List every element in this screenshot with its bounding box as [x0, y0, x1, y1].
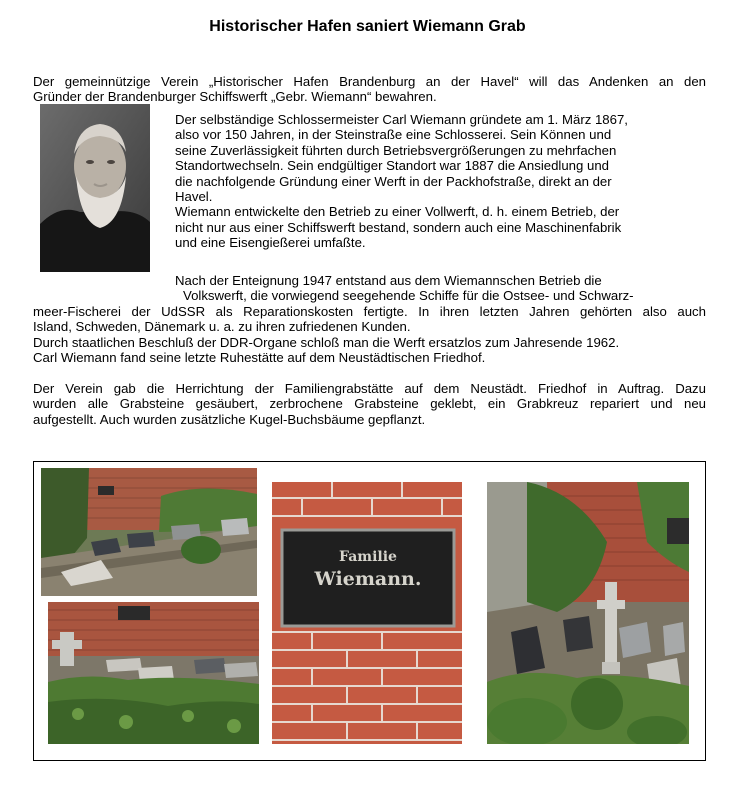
- grave-photo-cross: [487, 482, 689, 744]
- portrait-photo: [40, 104, 150, 272]
- history-line: Durch staatlichen Beschluß der DDR-Organe schloß man die Werft ersatzlos zum Jahresende 1962.: [33, 334, 620, 350]
- history-line: Nach der Enteignung 1947 entstand aus dem Wiemannschen Betrieb die: [175, 273, 602, 288]
- biography-paragraph: [175, 112, 695, 251]
- restoration-paragraph: [33, 381, 706, 427]
- photo-collage: [33, 461, 706, 761]
- biography-line: Standortwechseln. Sein endgültiger Standort war 1887 die Ansiedlung und: [175, 158, 610, 174]
- restoration-line: Der Verein gab die Herrichtung der Familiengrabstätte auf dem Neustädt. Friedhof in Auftrag. Dazu: [33, 381, 706, 396]
- plaque-text: Familie: [339, 549, 397, 565]
- history-line: Carl Wiemann fand seine letzte Ruhestätte auf dem Neustädtischen Friedhof.: [33, 350, 486, 366]
- history-line: meer-Fischerei der UdSSR als Reparationskosten fertigte. In ihren letzten Jahren gehörten also auch: [33, 303, 706, 319]
- biography-line: die nachfolgende Gründung einer Werft in der Packhofstraße, direkt an der: [175, 173, 612, 189]
- biography-line: und eine Eisengießerei umfaßte.: [175, 235, 366, 251]
- biography-line: also vor 150 Jahren, in der Steinstraße eine Schlosserei. Sein Können und: [175, 127, 612, 143]
- biography-line: Wiemann entwickelte den Betrieb zu einer Vollwerft, d. h. einem Betrieb, der: [175, 204, 620, 220]
- biography-line: Der selbständige Schlossermeister Carl Wiemann gründete am 1. März 1867,: [175, 112, 628, 127]
- intro-paragraph: [33, 74, 706, 105]
- biography-line: Havel.: [175, 189, 213, 205]
- biography-line: nicht nur aus einer Schiffswerft bestand, sondern auch eine Maschinenfabrik: [175, 219, 622, 235]
- restoration-line: wurden alle Grabsteine gesäubert, zerbrochene Grabsteine geklebt, ein Grabkreuz repariert und neu: [33, 396, 706, 412]
- intro-line: Gründer der Brandenburger Schiffswerft „Gebr. Wiemann“ bewahren.: [33, 89, 437, 105]
- plaque-text: Wiemann.: [314, 568, 422, 590]
- family-plaque-photo: [272, 482, 462, 744]
- history-line: Island, Schweden, Dänemark u. a. zu ihren zufriedenen Kunden.: [33, 319, 411, 335]
- biography-line: seine Zuverlässigkeit führten durch Betriebsvergrößerungen zu mehrfachen: [175, 142, 617, 158]
- history-paragraph: [33, 273, 706, 365]
- restoration-line: aufgestellt. Auch wurden zusätzliche Kugel-Buchsbäume gepflanzt.: [33, 411, 426, 427]
- grave-photo-wall: [41, 468, 257, 596]
- intro-line: Der gemeinnützige Verein „Historischer Hafen Brandenburg an der Havel“ will das Andenken an den: [33, 74, 706, 89]
- page-title: Historischer Hafen saniert Wiemann Grab: [209, 18, 526, 35]
- grave-photo-stones: [48, 602, 259, 744]
- history-line: Volkswerft, die vorwiegend seegehende Schiffe für die Ostsee- und Schwarz-: [183, 288, 634, 304]
